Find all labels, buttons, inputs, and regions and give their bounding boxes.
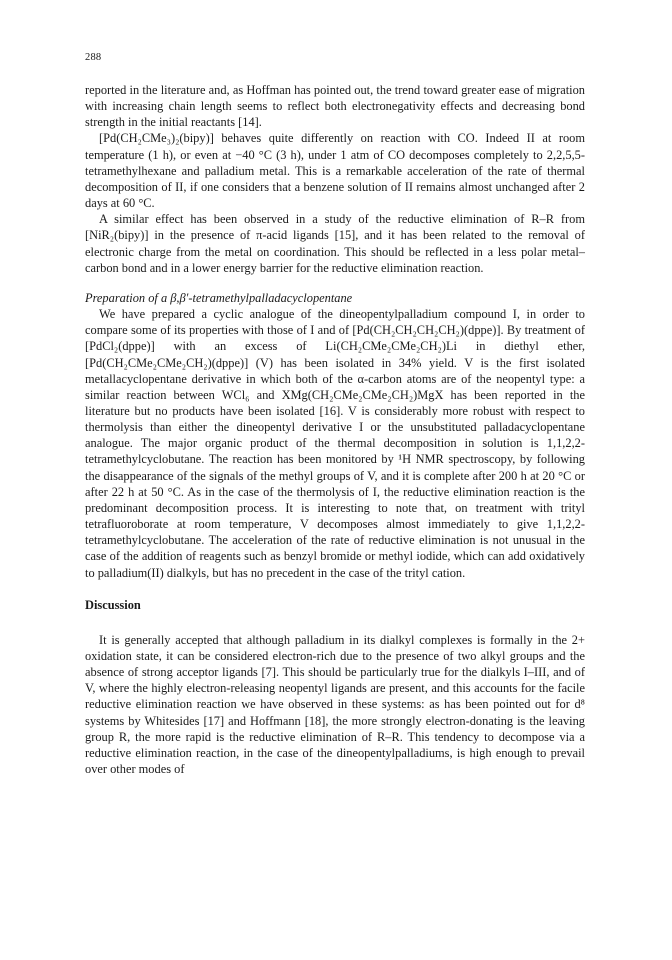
- page-number: 288: [85, 52, 102, 63]
- article-body: [85, 82, 585, 777]
- paragraph-5: It is generally accepted that although palladium in its dialkyl complexes is formally in the 2+ oxidation state, it can be considered electron-rich due to the presence of two alkyl groups and the absence of strong acceptor ligands [7]. This should be particularly true for the dialkyls I–III, and of V, where the highly electron-releasing neopentyl ligands are present, and this accounts for the facile reductive elimination reaction we have observed in these systems: as has been pointed out for d⁸ systems by Whitesides [17] and Hoffmann [18], the more strongly electron-donating is the leaving group R, the more rapid is the reductive elimination of R–R. This tendency to decompose via a reductive elimination reaction, in the case of the dineopentylpalladiums, is high enough to prevail over other modes of: [85, 632, 585, 777]
- section-heading: Discussion: [85, 597, 141, 612]
- paragraph-1: reported in the literature and, as Hoffman has pointed out, the trend toward greater ease of migration with increasing chain length seems to reflect both electronegativity effects and decreasing bond strength in the initial reactants [14].: [85, 83, 585, 130]
- subsection-heading: Preparation of a β,β′-tetramethylpalladacyclopentane: [85, 290, 353, 305]
- paragraph-3: A similar effect has been observed in a study of the reductive elimination of R–R from [NiR₂(bipy)] in the presence of π-acid ligands [15], and it has been related to the removal of electronic charge from the metal on coordination. This should be reflected in a less polar metal–carbon bond and in a lower energy barrier for the reductive elimination reaction.: [85, 212, 585, 275]
- paragraph-4: We have prepared a cyclic analogue of the dineopentylpalladium compound I, in order to compare some of its properties with those of I and of [Pd(CH₂CH₂CH₂CH₂)(dppe)]. By treatment of [PdCl₂(dppe)] with an excess of Li(CH₂CMe₂CMe₂CH₂)Li in diethyl ether, [Pd(CH₂CMe₂CMe₂CH₂)(dppe)] (V) has been isolated in 34% yield. V is the first isolated metallacyclopentane derivative in which both of the α-carbon atoms are of the neopentyl type: a similar reaction between WCl₆ and XMg(CH₂CMe₂CMe₂CH₂)MgX has been reported in the literature but no products have been isolated [16]. V is considerably more robust with respect to thermolysis than either the dineopentyl derivative I or the unsubstituted palladacyclopentane analogue. The major organic product of the thermal decomposition in solution is 1,1,2,2-tetramethylcyclobutane. The reaction has been monitored by ¹H NMR spectroscopy, by following the disappearance of the signals of the methyl groups of V, and it is complete after 200 h at 20 °C or after 22 h at 50 °C. As in the case of the thermolysis of I, the reductive elimination reaction is the predominant decomposition process. It is interesting to note that, on treatment with trityl tetrafluoroborate at room temperature, V decomposes almost immediately to give 1,1,2,2-tetramethylcyclobutane. The acceleration of the rate of reductive elimination is not unusual in the case of the addition of reagents such as benzyl bromide or methyl iodide, which can add oxidatively to palladium(II) dialkyls, but has no precedent in the case of the trityl cation.: [85, 307, 585, 580]
- paragraph-2: [Pd(CH₂CMe₃)₂(bipy)] behaves quite differently on reaction with CO. Indeed II at room temperature (1 h), or even at −40 °C (3 h), under 1 atm of CO decomposes completely to 2,2,5,5-tetramethylhexane and palladium metal. This is a remarkable acceleration of the rate of thermal decomposition of II, if one considers that a benzene solution of II remains almost unchanged after 2 days at 60 °C.: [85, 131, 585, 211]
